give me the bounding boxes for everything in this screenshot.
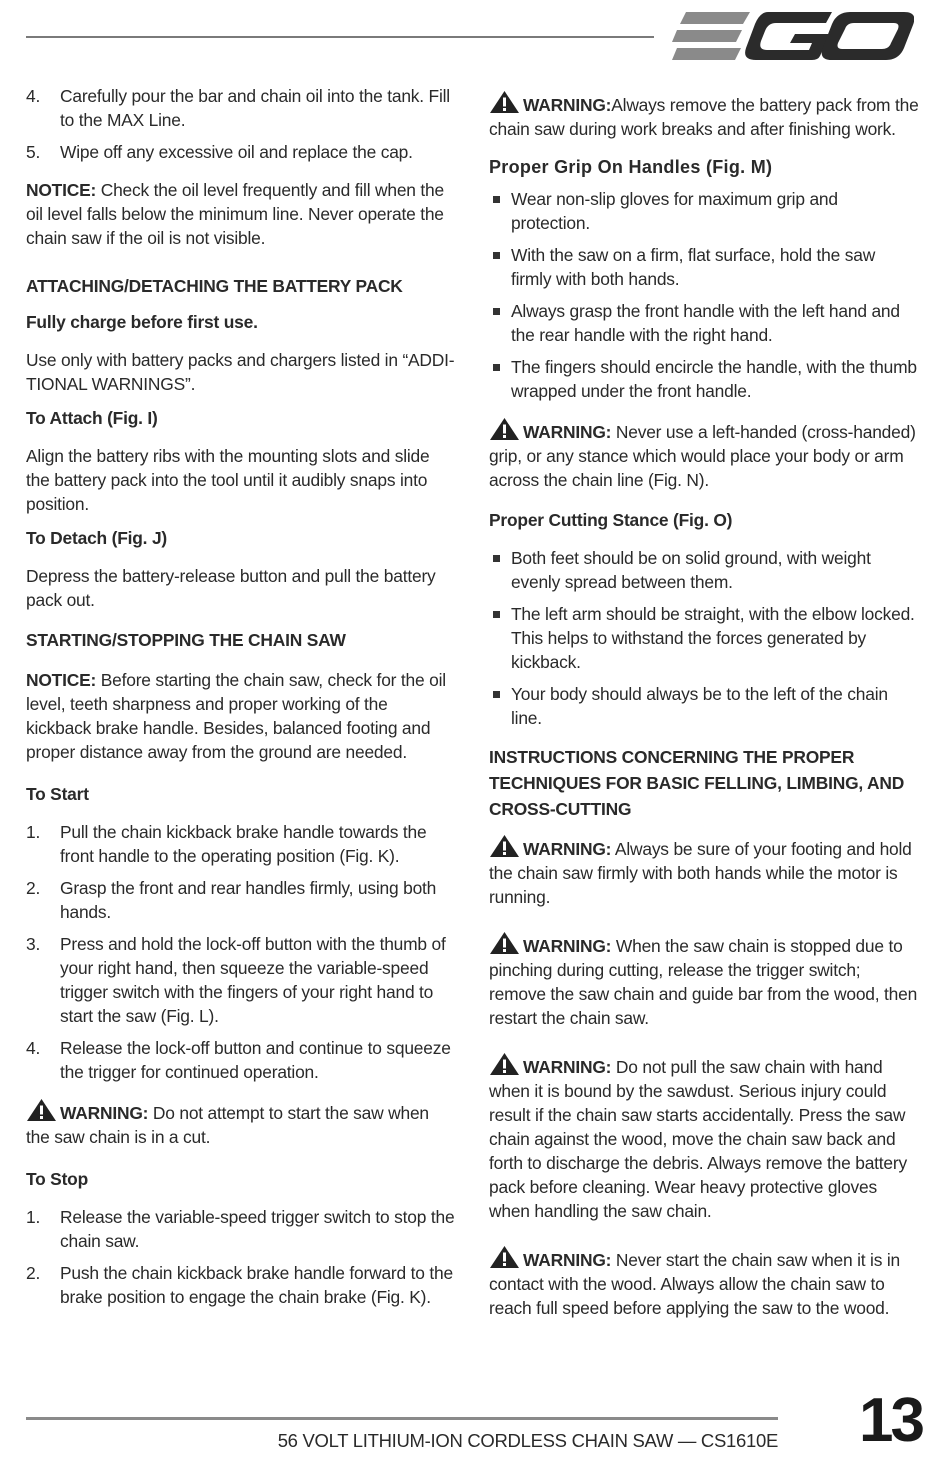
bullet-icon xyxy=(489,299,511,347)
bullet-icon xyxy=(489,187,511,235)
warning-icon xyxy=(489,90,520,114)
footer-product: 56 VOLT LITHIUM-ION CORDLESS CHAIN SAW — CS1610E xyxy=(277,1430,778,1451)
ego-logo xyxy=(672,8,914,64)
start-heading: To Start xyxy=(26,784,89,804)
footer-rule xyxy=(26,1417,778,1420)
stance-heading: Proper Cutting Stance (Fig. O) xyxy=(489,510,733,530)
warning-start: WARNING: Do not attempt to start the saw when the saw chain is in a cut. xyxy=(26,1098,456,1149)
list-item: 4. Carefully pour the bar and chain oil into the tank. Fill to the MAX Line. xyxy=(26,86,450,130)
warning-icon xyxy=(489,1245,520,1269)
warning-icon xyxy=(489,417,520,441)
warning-footing: WARNING: Always be sure of your footing and hold the chain saw firmly with both hands while the motor is running. xyxy=(489,834,919,909)
stance-bullets xyxy=(489,546,919,730)
attach-text: Align the battery ribs with the mounting slots and slide the battery pack into the tool until it audibly snaps into position. xyxy=(26,446,430,514)
list-item: Wear non-slip gloves for maximum grip and protection. xyxy=(489,187,919,235)
warning-grip: WARNING: Never use a left-handed (cross-handed) grip, or any stance which would place your body or arm across the chain line (Fig. N). xyxy=(489,417,919,492)
bullet-icon xyxy=(489,243,511,291)
list-item: 1. Pull the chain kickback brake handle towards the front handle to the operating position (Fig. K). xyxy=(26,822,427,866)
list-item: 3. Press and hold the lock-off button with the thumb of your right hand, then squeeze the variable-speed trigger switch with the fingers of your right hand to start the saw (Fig. L). xyxy=(26,934,446,1026)
bullet-icon xyxy=(489,355,511,403)
detach-text: Depress the battery-release button and pull the battery pack out. xyxy=(26,566,436,610)
warning-pinching: WARNING: When the saw chain is stopped due to pinching during cutting, release the trigger switch; remove the saw chain and guide bar from the wood, then restart the chain saw. xyxy=(489,931,919,1030)
stop-heading: To Stop xyxy=(26,1169,89,1189)
warning-contact: WARNING: Never start the chain saw when it is in contact with the wood. Always allow the chain saw to reach full speed before applying the saw to the wood. xyxy=(489,1245,919,1320)
warning-icon xyxy=(489,834,520,858)
grip-bullets xyxy=(489,187,919,403)
oil-steps xyxy=(26,84,456,164)
battery-text: Use only with battery packs and chargers listed in “ADDI-TIONAL WARNINGS”. xyxy=(26,350,455,394)
charge-heading: Fully charge before first use. xyxy=(26,312,258,332)
bullet-icon xyxy=(489,682,511,730)
list-item: Your body should always be to the left of the chain line. xyxy=(489,682,919,730)
list-item: 2. Push the chain kickback brake handle forward to the brake position to engage the chain brake (Fig. K). xyxy=(26,1263,453,1307)
left-column xyxy=(26,84,456,1317)
list-item: With the saw on a firm, flat surface, hold the saw firmly with both hands. xyxy=(489,243,919,291)
bullet-icon xyxy=(489,602,511,674)
warning-icon xyxy=(26,1098,57,1122)
list-item: Always grasp the front handle with the left hand and the rear handle with the right hand. xyxy=(489,299,919,347)
list-item: The left arm should be straight, with the elbow locked. This helps to withstand the forces generated by kickback. xyxy=(489,602,919,674)
bullet-icon xyxy=(489,546,511,594)
list-item: 2. Grasp the front and rear handles firmly, using both hands. xyxy=(26,878,437,922)
page-number: 13 xyxy=(859,1386,922,1455)
list-item: The fingers should encircle the handle, with the thumb wrapped under the front handle. xyxy=(489,355,919,403)
warning-icon xyxy=(489,931,520,955)
list-item: 4. Release the lock-off button and continue to squeeze the trigger for continued operation. xyxy=(26,1038,451,1082)
starting-heading: STARTING/STOPPING THE CHAIN SAW xyxy=(26,630,346,650)
warning-icon xyxy=(489,1052,520,1076)
stop-steps xyxy=(26,1205,456,1309)
list-item: 5. Wipe off any excessive oil and replace the cap. xyxy=(26,142,413,162)
detach-heading: To Detach (Fig. J) xyxy=(26,528,168,548)
battery-heading: ATTACHING/DETACHING THE BATTERY PACK xyxy=(26,276,403,296)
start-steps xyxy=(26,820,456,1084)
list-item: 1. Release the variable-speed trigger switch to stop the chain saw. xyxy=(26,1207,455,1251)
header-rule xyxy=(26,36,654,38)
grip-heading: Proper Grip On Handles (Fig. M) xyxy=(489,157,773,177)
notice-starting: NOTICE: Before starting the chain saw, check for the oil level, teeth sharpness and proper working of the kickback brake handle. Besides, balanced footing and proper distance away from the ground are needed. xyxy=(26,670,446,762)
warning-sawdust: WARNING: Do not pull the saw chain with hand when it is bound by the sawdust. Serious injury could result if the chain saw starts accidentally. Press the saw chain against the wood, move the chain saw back and forth to discharge the debris. Always remove the battery pack before cleaning. Wear heavy protective gloves when handling the saw chain. xyxy=(489,1052,919,1223)
warning-battery: WARNING:Always remove the battery pack from the chain saw during work breaks and after finishing work. xyxy=(489,90,919,141)
notice-oil: NOTICE: Check the oil level frequently and fill when the oil level falls below the minimum line. Never operate the chain saw if the oil is not visible. xyxy=(26,180,444,248)
felling-heading: INSTRUCTIONS CONCERNING THE PROPER TECHNIQUES FOR BASIC FELLING, LIMBING, AND CROSS-CUTTING xyxy=(489,747,905,819)
right-column xyxy=(489,90,919,1320)
list-item: Both feet should be on solid ground, with weight evenly spread between them. xyxy=(489,546,919,594)
attach-heading: To Attach (Fig. I) xyxy=(26,408,158,428)
